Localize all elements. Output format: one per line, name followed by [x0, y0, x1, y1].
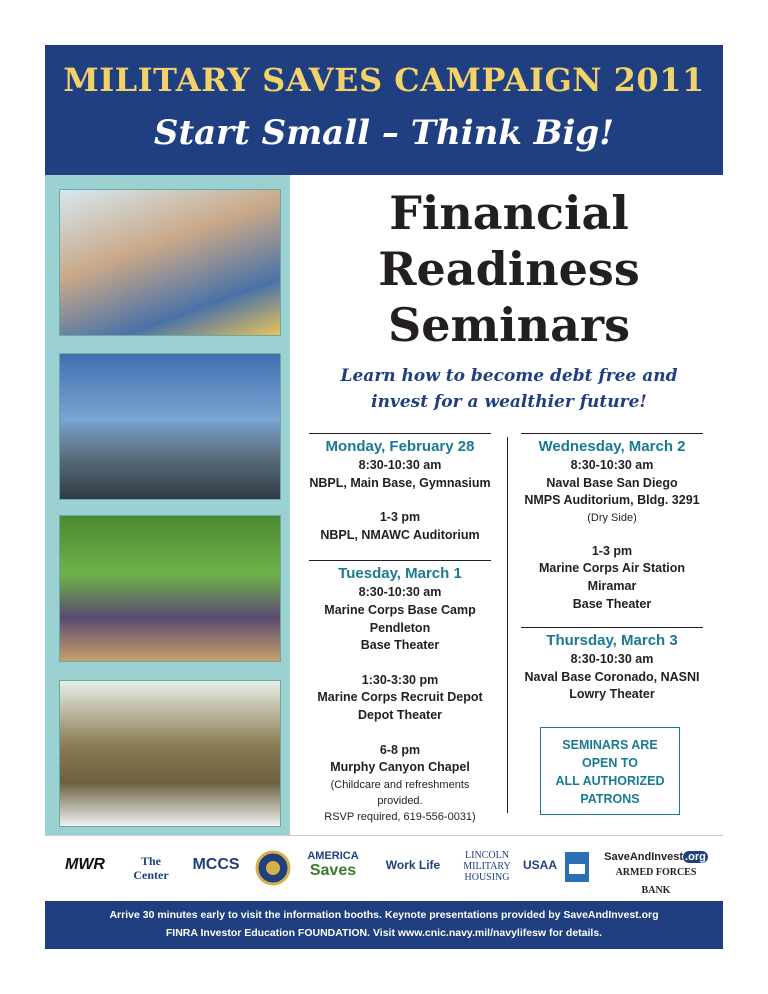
- event-location: NBPL, Main Base, Gymnasium: [309, 475, 491, 490]
- america-saves-top: AMERICA: [307, 850, 359, 862]
- event-location: Pendleton: [369, 620, 431, 635]
- america-saves-logo: [297, 850, 369, 888]
- event-day: Tuesday, March 1: [338, 565, 462, 583]
- schedule-left-column: [309, 433, 491, 825]
- event-day: Wednesday, March 2: [538, 438, 686, 455]
- event-time: 1-3 pm: [591, 543, 633, 558]
- salute-photo: [59, 680, 281, 827]
- usaa-logo: USAA: [523, 858, 558, 872]
- armed-forces-bank-text: ARMED FORCES BANK: [615, 867, 697, 896]
- lincoln-line: MILITARY: [463, 861, 511, 872]
- event-note: (Childcare and refreshments provided.: [330, 778, 470, 807]
- event-location: Marine Corps Air Station: [538, 561, 686, 576]
- lincoln-line: HOUSING: [464, 872, 510, 883]
- sai-org: .org: [685, 851, 706, 863]
- column-divider: [507, 437, 508, 813]
- event-location: Murphy Canyon Chapel: [330, 760, 470, 775]
- picnic-photo: [59, 515, 281, 662]
- event-thursday: [521, 627, 703, 704]
- event-time: 8:30-10:30 am: [570, 458, 654, 472]
- event-note: RSVP required, 619-556-0031): [324, 810, 476, 823]
- mccs-logo: MCCS: [192, 856, 240, 873]
- lincoln-line: LINCOLN: [465, 850, 509, 861]
- title-line: Seminars: [387, 298, 631, 352]
- event-time: 1-3 pm: [379, 510, 421, 525]
- event-time: 8:30-10:30 am: [570, 652, 654, 667]
- event-day: Thursday, March 3: [546, 632, 678, 650]
- notice-line: ALL AUTHORIZED: [555, 774, 665, 788]
- title-line: Readiness: [378, 242, 640, 296]
- event-location: Marine Corps Recruit Depot: [317, 690, 483, 705]
- title-line: Financial: [389, 186, 629, 240]
- subtitle-line: Learn how to become debt free and: [340, 366, 678, 386]
- event-venue: Lowry Theater: [569, 687, 655, 702]
- photo-column: [45, 175, 290, 835]
- header-banner: [45, 45, 723, 175]
- the-center-logo: The Center: [133, 854, 169, 882]
- sai-text: SaveAndInvest: [604, 851, 684, 863]
- footer-line: Arrive 30 minutes early to visit the information booths. Keynote presentations provided by SaveAndInvest.org: [109, 909, 659, 921]
- lincoln-housing-logo: [455, 850, 519, 888]
- notice-line: PATRONS: [580, 792, 640, 806]
- event-location: Naval Base San Diego: [546, 475, 678, 490]
- seminar-title: [295, 185, 723, 353]
- footer-line: FINRA Investor Education FOUNDATION. Visit www.cnic.navy.mil/navylifesw for details.: [165, 927, 603, 939]
- mwr-logo: MWR: [65, 856, 105, 873]
- family-photo: [59, 189, 281, 336]
- sponsor-logo-bar: [45, 835, 723, 902]
- event-location: Naval Base Coronado, NASNI: [524, 669, 700, 684]
- seminar-open-notice: [540, 727, 680, 815]
- event-wednesday: [521, 433, 703, 613]
- america-saves-text: Saves: [309, 862, 357, 879]
- event-venue: Depot Theater: [357, 707, 443, 722]
- event-location: Marine Corps Base Camp: [324, 602, 476, 617]
- event-time: 1:30-3:30 pm: [361, 672, 439, 687]
- navy-seal-icon: [255, 850, 291, 888]
- footer-banner: [45, 901, 723, 949]
- notice-line: OPEN TO: [581, 756, 639, 770]
- navy-ship-photo: [59, 353, 281, 500]
- event-monday: [309, 433, 491, 544]
- campaign-title: MILITARY SAVES CAMPAIGN 2011: [63, 61, 705, 99]
- event-time: 8:30-10:30 am: [358, 585, 442, 600]
- campaign-tagline: Start Small – Think Big!: [153, 113, 615, 153]
- bank-logo-icon: [563, 850, 591, 888]
- event-tuesday: [309, 560, 491, 824]
- event-venue: NMPS Auditorium, Bldg. 3291: [524, 493, 700, 508]
- saveandinvest-logo: [600, 850, 712, 896]
- event-venue: Base Theater: [572, 596, 652, 611]
- event-venue: Base Theater: [360, 638, 440, 653]
- event-day: Monday, February 28: [325, 438, 475, 455]
- notice-line: SEMINARS ARE: [562, 738, 658, 752]
- event-note: (Dry Side): [587, 511, 637, 524]
- poster: [45, 45, 723, 949]
- event-time: 8:30-10:30 am: [358, 458, 442, 472]
- event-time: 6-8 pm: [379, 742, 421, 757]
- worklife-logo: Work Life: [385, 858, 441, 872]
- event-location: Miramar: [587, 578, 637, 593]
- subtitle-line: invest for a wealthier future!: [371, 392, 647, 412]
- schedule-right-column: [521, 433, 703, 704]
- seminar-subtitle: [295, 363, 723, 415]
- event-location: NBPL, NMAWC Auditorium: [320, 527, 480, 542]
